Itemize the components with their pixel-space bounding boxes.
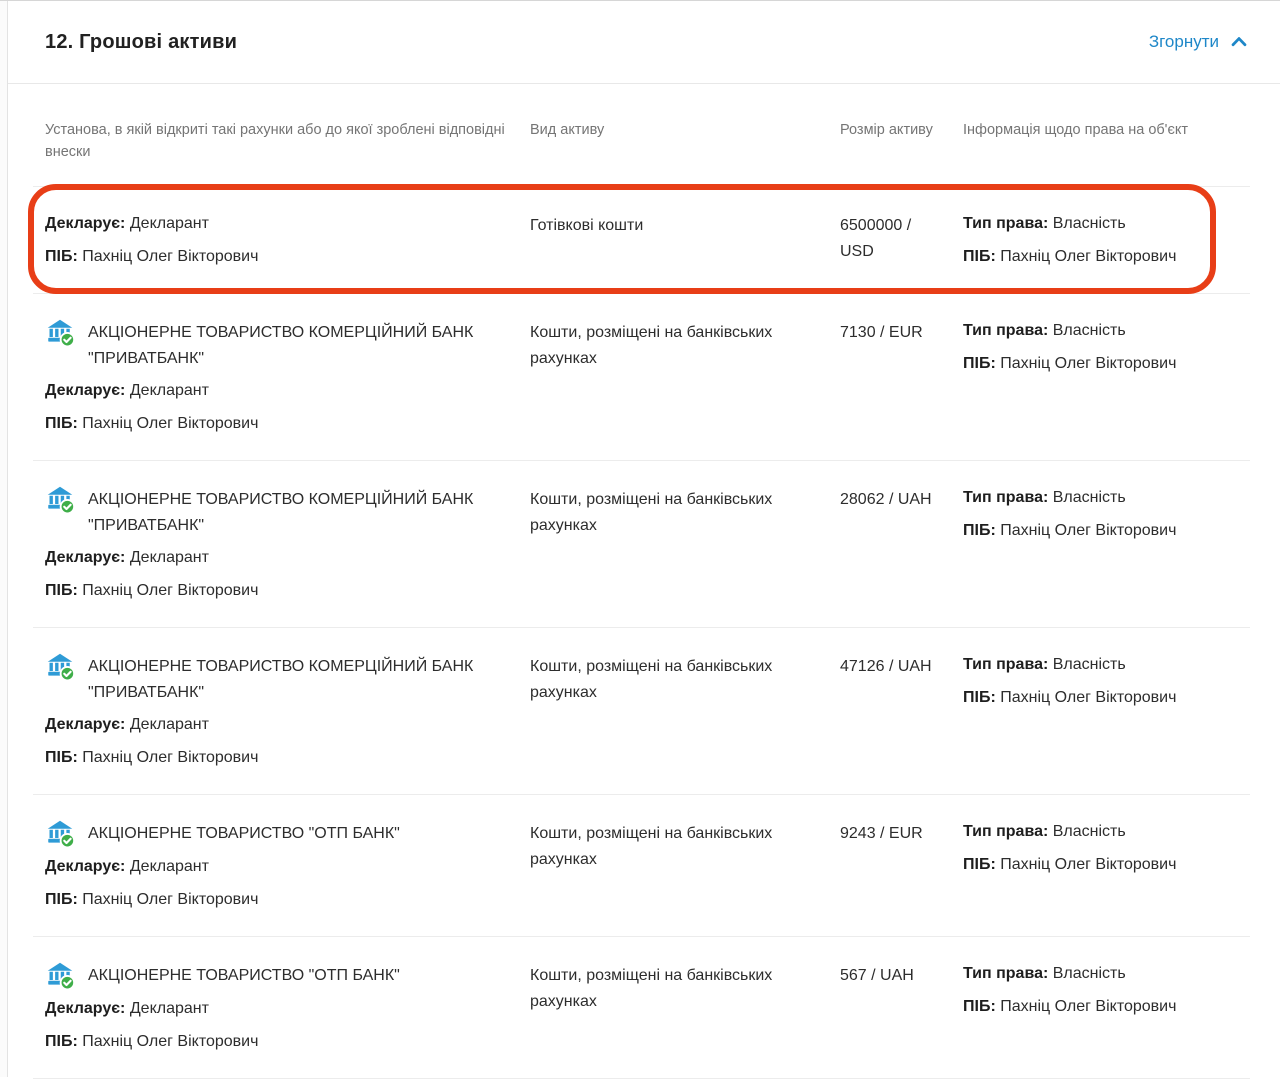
rights-info-cell <box>963 487 1250 601</box>
assets-table <box>33 84 1250 1079</box>
right-type-label: Тип права: <box>963 488 1049 506</box>
right-type-label: Тип права: <box>963 655 1049 673</box>
person-label: ПІБ: <box>45 414 78 432</box>
person-value: Пахніц Олег Вікторович <box>82 748 259 766</box>
declares-value: Декларант <box>129 715 209 733</box>
asset-size-cell <box>840 487 963 601</box>
right-person-line <box>963 520 1240 541</box>
declares-line <box>45 714 510 735</box>
declares-value: Декларант <box>129 381 209 399</box>
right-type-line <box>963 320 1240 341</box>
right-type-line <box>963 213 1240 234</box>
institution-header <box>45 487 510 539</box>
declares-label: Декларує: <box>45 715 126 733</box>
right-person-line <box>963 687 1240 708</box>
declares-line <box>45 380 510 401</box>
person-line <box>45 580 510 601</box>
institution-name: АКЦІОНЕРНЕ ТОВАРИСТВО КОМЕРЦІЙНИЙ БАНК "ПРИВАТБАНК" <box>88 323 474 367</box>
person-label: ПІБ: <box>45 581 78 599</box>
asset-type-cell: Кошти, розміщені на банківських рахунках <box>530 657 773 701</box>
table-row <box>33 461 1250 628</box>
person-value: Пахніц Олег Вікторович <box>82 890 259 908</box>
declares-label: Декларує: <box>45 857 126 875</box>
person-value: Пахніц Олег Вікторович <box>82 414 259 432</box>
person-line <box>45 889 510 910</box>
person-label: ПІБ: <box>45 890 78 908</box>
bank-verified-icon <box>45 317 75 347</box>
right-person-value: Пахніц Олег Вікторович <box>1000 997 1177 1015</box>
institution-name: АКЦІОНЕРНЕ ТОВАРИСТВО КОМЕРЦІЙНИЙ БАНК "ПРИВАТБАНК" <box>88 657 474 701</box>
institution-cell <box>45 213 530 267</box>
table-row <box>33 795 1250 937</box>
bank-verified-icon <box>45 960 75 990</box>
right-person-label: ПІБ: <box>963 521 996 539</box>
institution-cell <box>45 654 530 768</box>
person-label: ПІБ: <box>45 247 78 265</box>
institution-cell <box>45 821 530 910</box>
section-header <box>0 1 1280 84</box>
declares-line <box>45 213 510 234</box>
right-person-label: ПІБ: <box>963 997 996 1015</box>
asset-size-cell <box>840 213 963 267</box>
right-type-value: Власність <box>1052 655 1126 673</box>
declares-value: Декларант <box>129 857 209 875</box>
declares-value: Декларант <box>129 999 209 1017</box>
rights-info-cell <box>963 213 1250 267</box>
person-line <box>45 413 510 434</box>
right-person-value: Пахніц Олег Вікторович <box>1000 855 1177 873</box>
column-header-institution: Установа, в якій відкриті такі рахунки або до якої зроблені відповідні внески <box>45 122 505 160</box>
table-body <box>33 187 1250 1079</box>
person-value: Пахніц Олег Вікторович <box>82 247 259 265</box>
asset-size-cell <box>840 963 963 1052</box>
rights-info-cell <box>963 963 1250 1052</box>
table-row <box>33 937 1250 1079</box>
right-type-value: Власність <box>1052 822 1126 840</box>
card-left-edge <box>0 1 8 1077</box>
asset-size-value: 7130 / EUR <box>840 323 923 341</box>
right-type-label: Тип права: <box>963 214 1049 232</box>
asset-type-cell: Кошти, розміщені на банківських рахунках <box>530 824 773 868</box>
table-row <box>33 628 1250 795</box>
column-header-rights-info: Інформація щодо права на об'єкт <box>963 122 1188 138</box>
rights-info-cell <box>963 821 1250 910</box>
right-person-line <box>963 996 1240 1017</box>
right-person-label: ПІБ: <box>963 688 996 706</box>
declares-line <box>45 998 510 1019</box>
right-person-label: ПІБ: <box>963 354 996 372</box>
institution-name: АКЦІОНЕРНЕ ТОВАРИСТВО "ОТП БАНК" <box>88 824 400 842</box>
institution-name: АКЦІОНЕРНЕ ТОВАРИСТВО "ОТП БАНК" <box>88 966 400 984</box>
declares-value: Декларант <box>129 214 209 232</box>
declares-label: Декларує: <box>45 548 126 566</box>
right-person-label: ПІБ: <box>963 855 996 873</box>
asset-size-cell <box>840 654 963 768</box>
asset-size-value: 6500000 / USD <box>840 216 912 260</box>
person-line <box>45 246 510 267</box>
declares-label: Декларує: <box>45 381 126 399</box>
chevron-up-icon <box>1228 31 1250 53</box>
person-line <box>45 747 510 768</box>
right-person-value: Пахніц Олег Вікторович <box>1000 247 1177 265</box>
asset-size-value: 567 / UAH <box>840 966 914 984</box>
institution-cell <box>45 963 530 1052</box>
institution-cell <box>45 320 530 434</box>
right-person-label: ПІБ: <box>963 247 996 265</box>
institution-name: АКЦІОНЕРНЕ ТОВАРИСТВО КОМЕРЦІЙНИЙ БАНК "ПРИВАТБАНК" <box>88 490 474 534</box>
asset-size-cell <box>840 821 963 910</box>
bank-verified-icon <box>45 818 75 848</box>
table-row <box>33 187 1250 294</box>
right-type-value: Власність <box>1052 214 1126 232</box>
table-header-row <box>33 84 1250 187</box>
right-type-line <box>963 821 1240 842</box>
right-type-value: Власність <box>1052 321 1126 339</box>
institution-header <box>45 963 510 990</box>
right-type-label: Тип права: <box>963 321 1049 339</box>
asset-size-cell <box>840 320 963 434</box>
person-line <box>45 1031 510 1052</box>
asset-type-cell: Кошти, розміщені на банківських рахунках <box>530 966 773 1010</box>
right-person-line <box>963 246 1240 267</box>
asset-type-cell: Кошти, розміщені на банківських рахунках <box>530 323 773 367</box>
person-label: ПІБ: <box>45 748 78 766</box>
rights-info-cell <box>963 654 1250 768</box>
bank-verified-icon <box>45 484 75 514</box>
section-title: 12. Грошові активи <box>45 30 238 53</box>
asset-size-value: 47126 / UAH <box>840 657 932 675</box>
right-type-label: Тип права: <box>963 822 1049 840</box>
institution-cell <box>45 487 530 601</box>
right-type-line <box>963 963 1240 984</box>
person-value: Пахніц Олег Вікторович <box>82 1032 259 1050</box>
right-type-value: Власність <box>1052 488 1126 506</box>
rights-info-cell <box>963 320 1250 434</box>
right-type-line <box>963 487 1240 508</box>
declares-line <box>45 856 510 877</box>
right-person-value: Пахніц Олег Вікторович <box>1000 521 1177 539</box>
institution-header <box>45 320 510 372</box>
column-header-asset-size: Розмір активу <box>840 122 933 138</box>
asset-type-cell: Кошти, розміщені на банківських рахунках <box>530 490 773 534</box>
declares-label: Декларує: <box>45 999 126 1017</box>
asset-size-value: 9243 / EUR <box>840 824 923 842</box>
institution-header <box>45 654 510 706</box>
bank-verified-icon <box>45 651 75 681</box>
column-header-asset-type: Вид активу <box>530 122 605 138</box>
asset-type-cell: Готівкові кошти <box>530 216 644 234</box>
asset-size-value: 28062 / UAH <box>840 490 932 508</box>
table-row <box>33 294 1250 461</box>
right-person-line <box>963 353 1240 374</box>
right-type-label: Тип права: <box>963 964 1049 982</box>
person-value: Пахніц Олег Вікторович <box>82 581 259 599</box>
declares-line <box>45 547 510 568</box>
right-person-value: Пахніц Олег Вікторович <box>1000 354 1177 372</box>
right-type-line <box>963 654 1240 675</box>
person-label: ПІБ: <box>45 1032 78 1050</box>
right-person-line <box>963 854 1240 875</box>
declares-value: Декларант <box>129 548 209 566</box>
collapse-button[interactable] <box>1149 31 1250 53</box>
right-type-value: Власність <box>1052 964 1126 982</box>
declares-label: Декларує: <box>45 214 126 232</box>
institution-header <box>45 821 510 848</box>
right-person-value: Пахніц Олег Вікторович <box>1000 688 1177 706</box>
collapse-label: Згорнути <box>1148 32 1219 51</box>
